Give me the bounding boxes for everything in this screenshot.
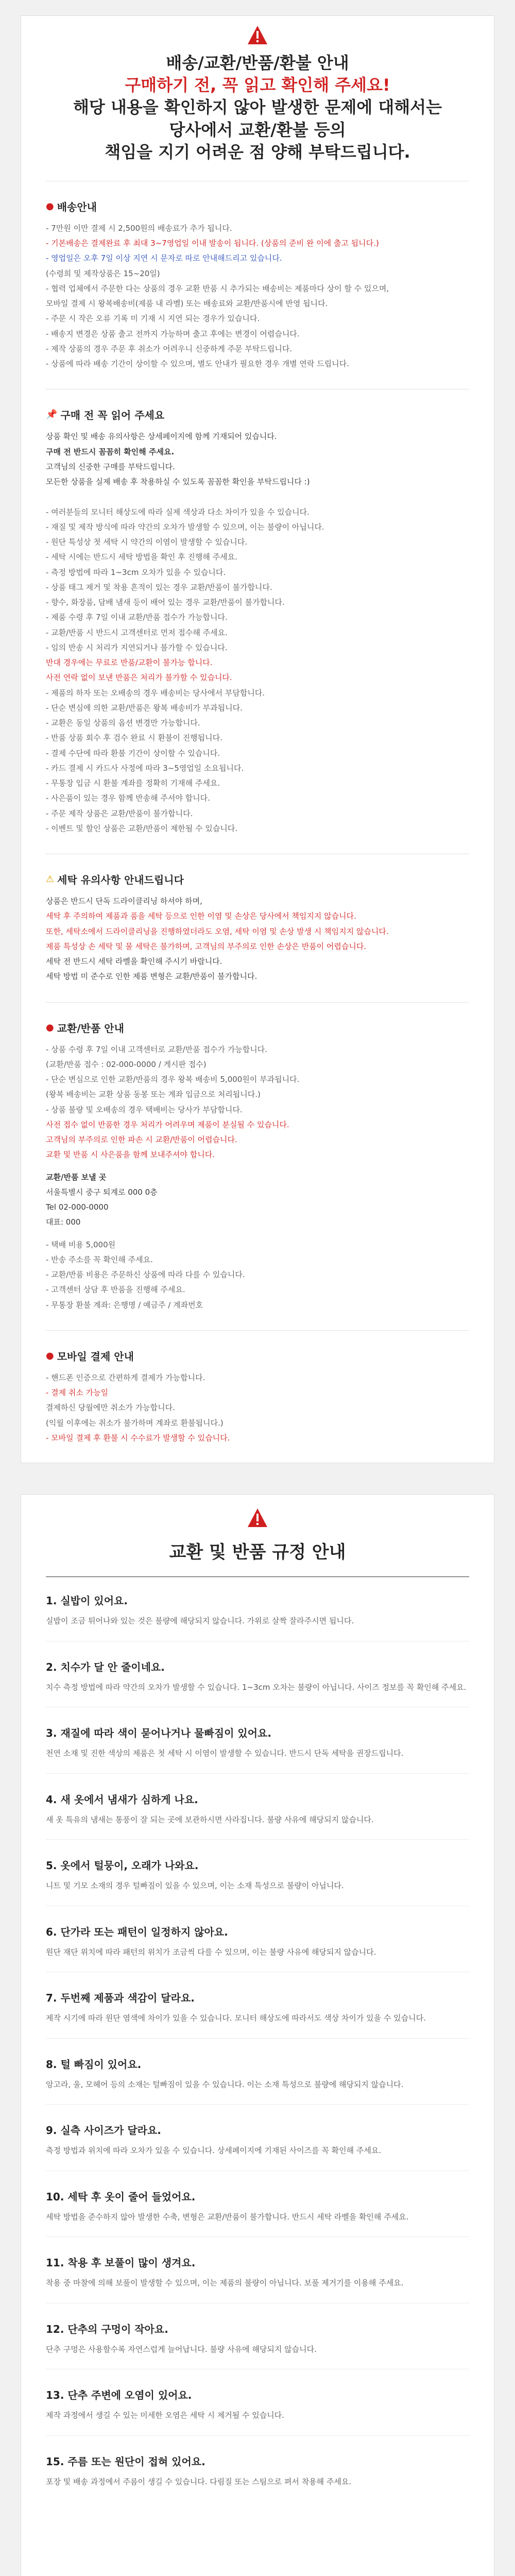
- policy-panel: [21, 1494, 494, 2576]
- exchange-line: - 상품 수령 후 7일 이내 고객센터로 교환/반품 접수가 가능합니다.: [46, 1044, 267, 1054]
- policy-item: [21, 2122, 494, 2171]
- shipping-line: - 배송지 변경은 상품 출고 전까지 가능하며 출고 후에는 변경이 어렵습니다.: [46, 329, 300, 338]
- before-more-line: - 반품 상품 회수 후 검수 완료 시 환불이 진행됩니다.: [46, 733, 222, 743]
- mobile-title-text: 모바일 결제 안내: [57, 1350, 134, 1363]
- exchange-red-line: 사전 접수 없이 반품한 경우 처리가 어려우며 제품이 분실될 수 있습니다.: [46, 1120, 289, 1129]
- before-more-line: - 무통장 입금 시 환불 계좌를 정확히 기재해 주세요.: [46, 778, 220, 788]
- divider: [46, 2038, 469, 2039]
- shipping-title: [46, 199, 469, 214]
- mobile-title: [46, 1348, 469, 1363]
- shipping-line: - 협력 업체에서 주문한 다는 상품의 경우 교환 반품 시 추가되는 배송비는 제품마다 상이 할 수 있으며,: [46, 283, 389, 293]
- before-line: - 재질 및 제작 방식에 따라 약간의 오차가 발생할 수 있으며, 이는 불량이 아닙니다.: [46, 522, 324, 532]
- policy-item: [21, 1659, 494, 1708]
- policy-item: [21, 2321, 494, 2370]
- caution-line: 상품은 반드시 단독 드라이클리닝 하셔야 하며,: [46, 896, 202, 906]
- policy-item-heading: 11. 착용 후 보풀이 많이 생겨요.: [46, 2257, 196, 2269]
- before-line: - 측정 방법에 따라 1~3cm 오차가 있을 수 있습니다.: [46, 567, 226, 577]
- caution-section: [21, 872, 494, 985]
- pin-icon: 📌: [46, 409, 58, 420]
- policy-item-text: 포장 및 배송 과정에서 주름이 생길 수 있습니다. 다림질 또는 스팀으로 펴서 착용해 주세요.: [46, 2477, 352, 2486]
- bullet-icon: ●: [46, 200, 54, 212]
- caution-icon: ⚠: [46, 874, 55, 885]
- caution-title: [46, 872, 469, 887]
- divider: [46, 1773, 469, 1774]
- divider: [46, 1839, 469, 1840]
- mobile-line: (익월 이후에는 취소가 불가하며 계좌로 환불됩니다.): [46, 1418, 224, 1428]
- divider: [46, 2435, 469, 2436]
- policy-item: [21, 1857, 494, 1906]
- policy-item-text: 제작 시기에 따라 원단 염색에 차이가 있을 수 있습니다. 모니터 해상도에 따라서도 색상 차이가 있을 수 있습니다.: [46, 2013, 426, 2023]
- divider: [46, 1330, 469, 1331]
- before-line: - 교환/반품 시 반드시 고객센터로 먼저 접수해 주세요.: [46, 628, 228, 637]
- policy-item: [21, 2255, 494, 2303]
- before-line: - 제품 수령 후 7일 이내 교환/반품 접수가 가능합니다.: [46, 613, 228, 622]
- policy-item-text: 착용 중 마찰에 의해 보풀이 발생할 수 있으며, 이는 제품의 불량이 아닙니다. 보풀 제거기를 이용해 주세요.: [46, 2278, 404, 2287]
- policy-item-text: 새 옷 특유의 냄새는 통풍이 잘 되는 곳에 보관하시면 사라집니다. 불량 사유에 해당되지 않습니다.: [46, 1815, 374, 1824]
- exchange-line: (왕복 배송비는 교환 상품 동봉 또는 계좌 입금으로 처리됩니다.): [46, 1090, 261, 1099]
- before-red-line: 사전 연락 없이 보낸 반품은 처리가 불가할 수 있습니다.: [46, 673, 232, 683]
- before-more-line: - 주문 제작 상품은 교환/반품이 불가합니다.: [46, 808, 193, 818]
- caution-line: 제품 특성상 손 세탁 및 물 세탁은 불가하며, 고객님의 부주의로 인한 손상은 반품이 어렵습니다.: [46, 941, 367, 951]
- exchange-section: [21, 1020, 494, 1313]
- bullet-icon: ●: [46, 1350, 54, 1361]
- before-purchase-title: [46, 407, 469, 422]
- before-line: - 여러분들의 모니터 해상도에 따라 실제 색상과 다소 차이가 있을 수 있습니다.: [46, 507, 310, 517]
- warning-icon: [247, 25, 268, 45]
- policy-item-heading: 13. 단추 주변에 오염이 있어요.: [46, 2389, 192, 2401]
- before-line: - 원단 특성상 첫 세탁 시 약간의 이염이 발생할 수 있습니다.: [46, 537, 248, 547]
- hero-title: 배송/교환/반품/환불 안내: [166, 53, 349, 73]
- policy-item-heading: 1. 실밥이 있어요.: [46, 1595, 128, 1607]
- policy-item: [21, 2387, 494, 2436]
- policy-item-text: 니트 및 기모 소재의 경우 털빠짐이 있을 수 있으며, 이는 소재 특성으로 불량이 아닙니다.: [46, 1881, 344, 1890]
- shipping-line: - 7만원 이만 결제 시 2,500원의 배송료가 추가 됩니다.: [46, 223, 232, 233]
- shipping-section: [21, 199, 494, 372]
- policy-item-text: 원단 재단 위치에 따라 패턴의 위치가 조금씩 다를 수 있으며, 이는 불량 사유에 해당되지 않습니다.: [46, 1947, 376, 1957]
- shipping-line: - 영업일은 오후 7일 이상 지연 시 문자로 따로 안내해드리고 있습니다.: [46, 253, 282, 263]
- policy-item-heading: 6. 단가라 또는 패턴이 일정하지 않아요.: [46, 1925, 228, 1938]
- hero-line-3: 해당 내용을 확인하지 않아 발생한 문제에 대해서는: [73, 97, 442, 117]
- before-more-line: - 단순 변심에 의한 교환/반품은 왕복 배송비가 부과됩니다.: [46, 703, 243, 713]
- exchange-line: (교환/반품 접수 : 02-000-0000 / 게시판 접수): [46, 1059, 207, 1069]
- warning-icon: [247, 1508, 268, 1528]
- policy-item-text: 치수 측정 방법에 따라 약간의 오차가 발생할 수 있습니다. 1~3cm 오차는 불량이 아닙니다. 사이즈 정보를 꼭 확인해 주세요.: [46, 1682, 467, 1692]
- before-red-line: 반대 경우에는 무료로 반품/교환이 불가능 합니다.: [46, 658, 213, 668]
- policy-item-text: 제작 과정에서 생길 수 있는 미세한 오염은 세탁 시 제거될 수 있습니다.: [46, 2411, 284, 2420]
- policy-item: [21, 2189, 494, 2238]
- exchange-bank-line: - 택배 비용 5,000원: [46, 1240, 116, 1249]
- divider: [46, 2236, 469, 2237]
- exchange-address-line: Tel 02-000-0000: [46, 1202, 109, 1212]
- mobile-line: 결제하신 당월에만 취소가 가능합니다.: [46, 1403, 175, 1413]
- shipping-line: - 상품에 따라 배송 기간이 상이할 수 있으며, 별도 안내가 필요한 경우 개별 연락 드립니다.: [46, 359, 349, 369]
- before-line: - 상품 태그 제거 및 착용 흔적이 있는 경우 교환/반품이 불가합니다.: [46, 582, 272, 592]
- policy-item-heading: 3. 재질에 따라 색이 묻어나거나 물빠짐이 있어요.: [46, 1727, 271, 1739]
- exchange-address-label: 교환/반품 보낼 곳: [46, 1172, 107, 1182]
- exchange-address-line: 서울특별시 중구 퇴계로 000 0층: [46, 1187, 158, 1197]
- hero-highlight: 구매하기 전, 꼭 읽고 확인해 주세요!: [125, 75, 390, 95]
- policy-item-text: 천연 소재 및 진한 색상의 제품은 첫 세탁 시 이염이 발생할 수 있습니다. 반드시 단독 세탁을 권장드립니다.: [46, 1749, 404, 1758]
- before-line: - 향수, 화장품, 담배 냄새 등이 배어 있는 경우 교환/반품이 불가합니다.: [46, 598, 285, 607]
- policy-item-heading: 9. 실측 사이즈가 달라요.: [46, 2124, 161, 2137]
- caution-line: 세탁 후 주의하여 제품과 품을 세탁 등으로 인한 이염 및 손상은 당사에서 책임지지 않습니다.: [46, 911, 356, 921]
- mobile-line: - 모바일 결제 후 환불 시 수수료가 발생할 수 있습니다.: [46, 1433, 230, 1443]
- exchange-bank-line: - 무통장 환불 계좌: 은행명 / 예금주 / 계좌번호: [46, 1300, 203, 1310]
- exchange-red-line: 고객님의 부주의로 인한 파손 시 교환/반품이 어렵습니다.: [46, 1135, 237, 1145]
- caution-title-text: 세탁 유의사항 안내드립니다: [57, 874, 184, 887]
- exchange-title: [46, 1020, 469, 1035]
- before-purchase-title-text: 구매 전 꼭 읽어 주세요: [60, 409, 165, 422]
- policy-title: 교환 및 반품 규정 안내: [169, 1542, 346, 1563]
- policy-item: [21, 1725, 494, 1774]
- exchange-bank-line: - 교환/반품 비용은 주문하신 상품에 따라 다를 수 있습니다.: [46, 1270, 245, 1280]
- mobile-line: - 결제 취소 가능일: [46, 1388, 109, 1398]
- policy-item-heading: 8. 털 빠짐이 있어요.: [46, 2058, 142, 2071]
- shipping-title-text: 배송안내: [57, 200, 97, 213]
- policy-item: [21, 1791, 494, 1840]
- policy-item: [21, 1990, 494, 2039]
- policy-item-heading: 15. 주름 또는 원단이 접혀 있어요.: [46, 2455, 205, 2468]
- before-line: [46, 489, 469, 504]
- before-line: - 임의 반송 시 처리가 지연되거나 불가할 수 있습니다.: [46, 642, 228, 652]
- before-line: - 세탁 시에는 반드시 세탁 방법을 확인 후 진행해 주세요.: [46, 552, 237, 562]
- policy-item-text: 단추 구멍은 사용할수록 자연스럽게 늘어납니다. 불량 사유에 해당되지 않습니다.: [46, 2344, 317, 2354]
- policy-item-heading: 5. 옷에서 털뭉이, 오래가 나와요.: [46, 1859, 199, 1872]
- divider: [46, 1002, 469, 1003]
- caution-line: 세탁 방법 미 준수로 인한 제품 변형은 교환/반품이 불가합니다.: [46, 972, 258, 981]
- exchange-bank-line: - 반송 주소를 꼭 확인해 주세요.: [46, 1255, 153, 1264]
- divider: [46, 2104, 469, 2105]
- shipping-line: - 제작 상품의 경우 주문 후 취소가 어려우니 신중하게 주문 부탁드립니다.: [46, 344, 293, 353]
- exchange-red-line: 교환 및 반품 시 사은품을 함께 보내주셔야 합니다.: [46, 1150, 215, 1160]
- exchange-bank-line: - 고객센터 상담 후 반품을 진행해 주세요.: [46, 1285, 185, 1295]
- policy-item-text: 실밥이 조금 튀어나와 있는 것은 불량에 해당되지 않습니다. 가위로 살짝 잘라주시면 됩니다.: [46, 1616, 354, 1625]
- hero-line-4: 당사에서 교환/환불 등의: [169, 120, 346, 140]
- before-line: 모든한 상품을 실제 배송 후 착용하실 수 있도록 꼼꼼한 확인을 부탁드립니다 :): [46, 477, 310, 487]
- shipping-line: 모바일 결제 시 왕복배송비(제품 내 라벨) 또는 배송료와 교환/반품시에 반영 됩니다.: [46, 299, 328, 309]
- policy-item-text: 측정 방법과 위치에 따라 오차가 있을 수 있습니다. 상세페이지에 기재된 사이즈를 꼭 확인해 주세요.: [46, 2146, 382, 2155]
- before-line: 고객님의 신중한 구매를 부탁드립니다.: [46, 462, 175, 471]
- exchange-line: - 단순 변심으로 인한 교환/반품의 경우 왕복 배송비 5,000원이 부과됩니다.: [46, 1075, 300, 1084]
- policy-item: [21, 1924, 494, 1973]
- caution-line: 또한, 세탁소에서 드라이클리닝을 진행하였더라도 오염, 세탁 이염 및 손상 발생 시 책임지지 않습니다.: [46, 926, 389, 936]
- policy-item: [21, 1592, 494, 1641]
- hero-line-5: 책임을 지기 어려운 점 양해 부탁드립니다.: [105, 142, 410, 162]
- before-line: 상품 확인 및 배송 유의사항은 상세페이지에 함께 기재되어 있습니다.: [46, 432, 277, 442]
- shipping-line: - 주문 시 작은 오류 기록 미 기재 시 지연 되는 경우가 있습니다.: [46, 314, 260, 324]
- policy-item: [21, 2453, 494, 2489]
- exchange-address-line: 대표: 000: [46, 1217, 81, 1227]
- notice-hero: [21, 52, 494, 163]
- before-more-line: - 교환은 동일 상품의 옵션 변경만 가능합니다.: [46, 718, 200, 728]
- exchange-line: - 상품 불량 및 오배송의 경우 택배비는 당사가 부담합니다.: [46, 1105, 243, 1114]
- shipping-line: (수령희 및 제작상품은 15~20일): [46, 268, 160, 278]
- before-more-line: - 사은품이 있는 경우 함께 반송해 주셔야 합니다.: [46, 793, 210, 803]
- policy-item-heading: 2. 치수가 달 안 줄이네요.: [46, 1660, 165, 1673]
- policy-item-heading: 4. 새 옷에서 냄새가 심하게 나요.: [46, 1793, 198, 1806]
- shipping-line: - 기본배송은 결제완료 후 최대 3~7영업일 이내 발송이 됩니다. (상품의 준비 완 이에 출고 됩니다.): [46, 239, 379, 248]
- policy-item-heading: 12. 단추의 구멍이 작아요.: [46, 2323, 168, 2335]
- policy-item-text: 앙고라, 울, 모헤어 등의 소재는 털빠짐이 있을 수 있습니다. 이는 소재 특성으로 불량에 해당되지 않습니다.: [46, 2079, 404, 2089]
- before-purchase-section: [21, 407, 494, 836]
- policy-item-heading: 10. 세탁 후 옷이 줄어 들었어요.: [46, 2190, 196, 2203]
- caution-line: 세탁 전 반드시 세탁 라벨을 확인해 주시기 바랍니다.: [46, 957, 222, 967]
- before-more-line: - 카드 결제 시 카드사 사정에 따라 3~5영업일 소요됩니다.: [46, 763, 244, 773]
- policy-item-heading: 7. 두번째 제품과 색감이 달라요.: [46, 1992, 195, 2004]
- mobile-line: - 핸드폰 인증으로 간편하게 결제가 가능합니다.: [46, 1372, 205, 1382]
- before-line: 구매 전 반드시 꼼꼼히 확인해 주세요.: [46, 447, 175, 456]
- bullet-icon: ●: [46, 1022, 54, 1033]
- delivery-notice-panel: [21, 15, 494, 1463]
- mobile-section: [21, 1348, 494, 1446]
- before-more-line: - 결제 수단에 따라 환불 기간이 상이할 수 있습니다.: [46, 748, 220, 758]
- before-more-line: - 제품의 하자 또는 오배송의 경우 배송비는 당사에서 부담합니다.: [46, 688, 265, 698]
- before-more-line: - 이벤트 및 할인 상품은 교환/반품이 제한될 수 있습니다.: [46, 823, 238, 833]
- exchange-title-text: 교환/반품 안내: [57, 1022, 124, 1035]
- policy-item-text: 세탁 방법을 준수하지 않아 발생한 수축, 변형은 교환/반품이 불가합니다. 반드시 세탁 라벨을 확인해 주세요.: [46, 2212, 409, 2222]
- policy-item: [21, 2056, 494, 2105]
